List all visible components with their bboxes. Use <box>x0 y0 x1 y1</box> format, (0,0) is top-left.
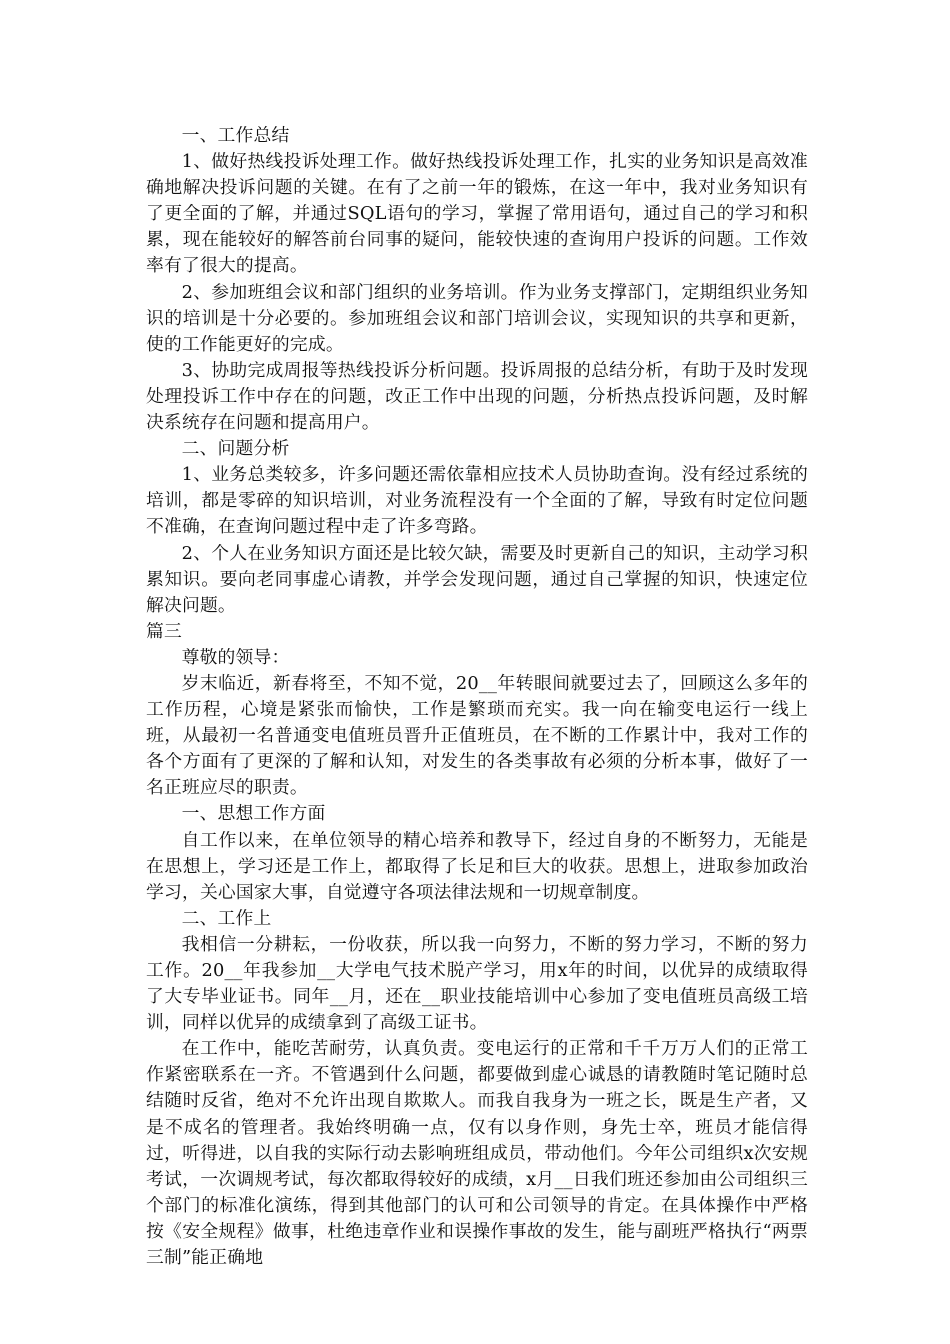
paragraph: 我相信一分耕耘，一份收获，所以我一向努力，不断的努力学习，不断的努力工作。20__年我参加__大学电气技术脱产学习，用x年的时间，以优异的成绩取得了大专毕业证书。同年__月，还在__职业技能培训中心参加了变电值班员高级工培训，同样以优异的成绩拿到了高级工证书。 <box>146 933 808 1034</box>
section-title: 篇三 <box>146 620 182 642</box>
paragraph: 2、参加班组会议和部门组织的业务培训。作为业务支撑部门，定期组织业务知识的培训是十分必要的。参加班组会议和部门培训会议，实现知识的共享和更新，使的工作能更好的完成。 <box>146 281 808 355</box>
paragraph: 在工作中，能吃苦耐劳，认真负责。变电运行的正常和千千万万人们的正常工作紧密联系在一齐。不管遇到什么问题，都要做到虚心诚恳的请教随时笔记随时总结随时反省，绝对不允许出现自欺欺人。而我自我身为一班之长，既是生产者，又是不成名的管理者。我始终明确一点，仅有以身作则，身先士卒，班员才能信得过，听得进，以自我的实际行动去影响班组成员，带动他们。今年公司组织x次安规考试，一次调规考试，每次都取得较好的成绩，x月__日我们班还参加由公司组织三个部门的标准化演练，得到其他部门的认可和公司领导的肯定。在具体操作中严格按《安全规程》做事，杜绝违章作业和误操作事故的发生，能与副班严格执行“两票三制”能正确地 <box>146 1038 808 1269</box>
paragraph: 岁末临近，新春将至，不知不觉，20__年转眼间就要过去了，回顾这么多年的工作历程，心境是紧张而愉快，工作是繁琐而充实。我一向在输变电运行一线上班，从最初一名普通变电值班员晋升正值班员，在不断的工作累计中，我对工作的各个方面有了更深的了解和认知，对发生的各类事故有必须的分析本事，做好了一名正班应尽的职责。 <box>146 672 808 799</box>
paragraph: 自工作以来，在单位领导的精心培养和教导下，经过自身的不断努力，无能是在思想上，学习还是工作上，都取得了长足和巨大的收获。思想上，进取参加政治学习，关心国家大事，自觉遵守各项法律法规和一切规章制度。 <box>146 829 808 903</box>
heading-work-summary: 一、工作总结 <box>181 125 290 146</box>
heading-problem-analysis: 二、问题分析 <box>181 438 290 460</box>
paragraph: 1、业务总类较多，许多问题还需依靠相应技术人员协助查询。没有经过系统的培训，都是零碎的知识培训，对业务流程没有一个全面的了解，导致有时定位问题不准确，在查询问题过程中走了许多弯路。 <box>146 464 808 538</box>
heading-ideology: 一、思想工作方面 <box>181 803 326 825</box>
paragraph: 3、协助完成周报等热线投诉分析问题。投诉周报的总结分析，有助于及时发现处理投诉工作中存在的问题，改正工作中出现的问题，分析热点投诉问题，及时解决系统存在问题和提高用户。 <box>146 359 808 434</box>
paragraph: 1、做好热线投诉处理工作。做好热线投诉处理工作，扎实的业务知识是高效准确地解决投诉问题的关键。在有了之前一年的锻炼，在这一年中，我对业务知识有了更全面的了解，并通过SQL语句的学习，掌握了常用语句，通过自己的学习和积累，现在能较好的解答前台同事的疑问，能较快速的查询用户投诉的问题。工作效率有了很大的提高。 <box>146 151 808 277</box>
heading-work: 二、工作上 <box>181 907 272 929</box>
document-body <box>146 123 808 1271</box>
salutation: 尊敬的领导： <box>181 646 290 668</box>
paragraph: 2、个人在业务知识方面还是比较欠缺，需要及时更新自己的知识，主动学习积累知识。要向老同事虚心请教，并学会发现问题，通过自己掌握的知识，快速定位解决问题。 <box>146 542 808 616</box>
